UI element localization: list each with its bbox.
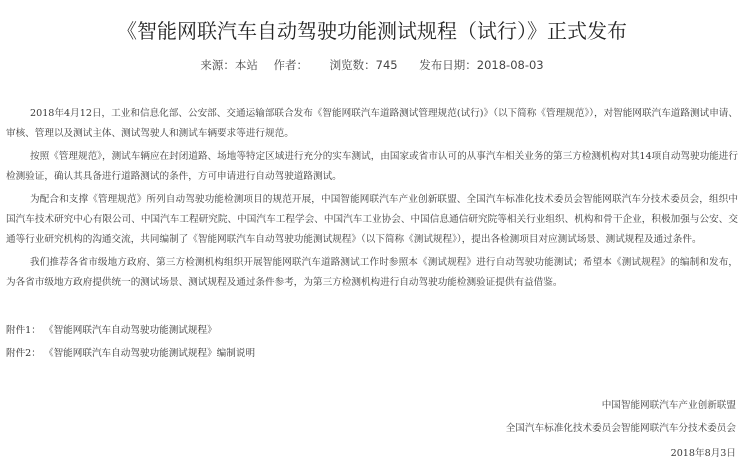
article-paragraph: 按照《管理规范》，测试车辆应在封闭道路、场地等特定区域进行充分的实车测试，由国家或省市认可的从事汽车相关业务的第三方检测机构对其14项自动驾驶功能进行检测验证，确认其具备进行道路测试的条件，方可申请进行自动驾驶道路测试。 bbox=[6, 151, 738, 182]
views-count: 745 bbox=[375, 58, 398, 72]
source-label: 来源： bbox=[200, 58, 235, 72]
attachment-item bbox=[6, 321, 217, 341]
date-label: 发布日期： bbox=[419, 58, 477, 72]
signature-date: 2018年8月3日 bbox=[670, 448, 736, 459]
views-label: 浏览数： bbox=[329, 58, 376, 72]
author-label: 作者： bbox=[273, 58, 309, 72]
attachment-label: 附件1： bbox=[6, 325, 41, 336]
attachment-link[interactable]: 《智能网联汽车自动驾驶功能测试规程》 bbox=[44, 325, 217, 336]
article-paragraph: 2018年4月12日，工业和信息化部、公安部、交通运输部联合发布《智能网联汽车道路测试管理规范(试行)》（以下简称《管理规范》），对智能网联汽车道路测试申请、审核、管理以及测试主体、测试驾驶人和测试车辆要求等进行规范。 bbox=[6, 108, 738, 139]
attachment-label: 附件2： bbox=[6, 348, 41, 359]
publish-date: 2018-08-03 bbox=[476, 58, 544, 72]
article-paragraph: 我们推荐各省市级地方政府、第三方检测机构组织开展智能网联汽车道路测试工作时参照本《测试规程》进行自动驾驶功能测试；希望本《测试规程》的编制和发布，为各省市级地方政府提供统一的测试场景、测试规程及通过条件参考，为第三方检测机构进行自动驾驶功能检测验证提供有益借鉴。 bbox=[6, 257, 738, 288]
signature-org-1: 中国智能网联汽车产业创新联盟 bbox=[601, 400, 736, 411]
article-paragraph: 为配合和支撑《管理规范》所列自动驾驶功能检测项目的规范开展，中国智能网联汽车产业创新联盟、全国汽车标准化技术委员会智能网联汽车分技术委员会，组织中国汽车技术研究中心有限公司、中国汽车工程研究院、中国汽车工程学会、中国汽车工业协会、中国信息通信研究院等相关行业组织、机构和骨干企业，积极加强与公安、交通等行业研究机构的沟通交流，共同编制了《智能网联汽车自动驾驶功能测试规程》（以下简称《测试规程》），提出各检测项目对应测试场景、测试规程及通过条件。 bbox=[6, 194, 738, 245]
attachment-item bbox=[6, 344, 255, 364]
article-meta bbox=[0, 57, 744, 73]
article-body bbox=[6, 104, 738, 296]
attachment-link[interactable]: 《智能网联汽车自动驾驶功能测试规程》编制说明 bbox=[44, 348, 256, 359]
article-title: 《智能网联汽车自动驾驶功能测试规程（试行）》正式发布 bbox=[117, 19, 627, 44]
source-value: 本站 bbox=[234, 58, 258, 72]
signature-org-2: 全国汽车标准化技术委员会智能网联汽车分技术委员会 bbox=[505, 423, 736, 434]
